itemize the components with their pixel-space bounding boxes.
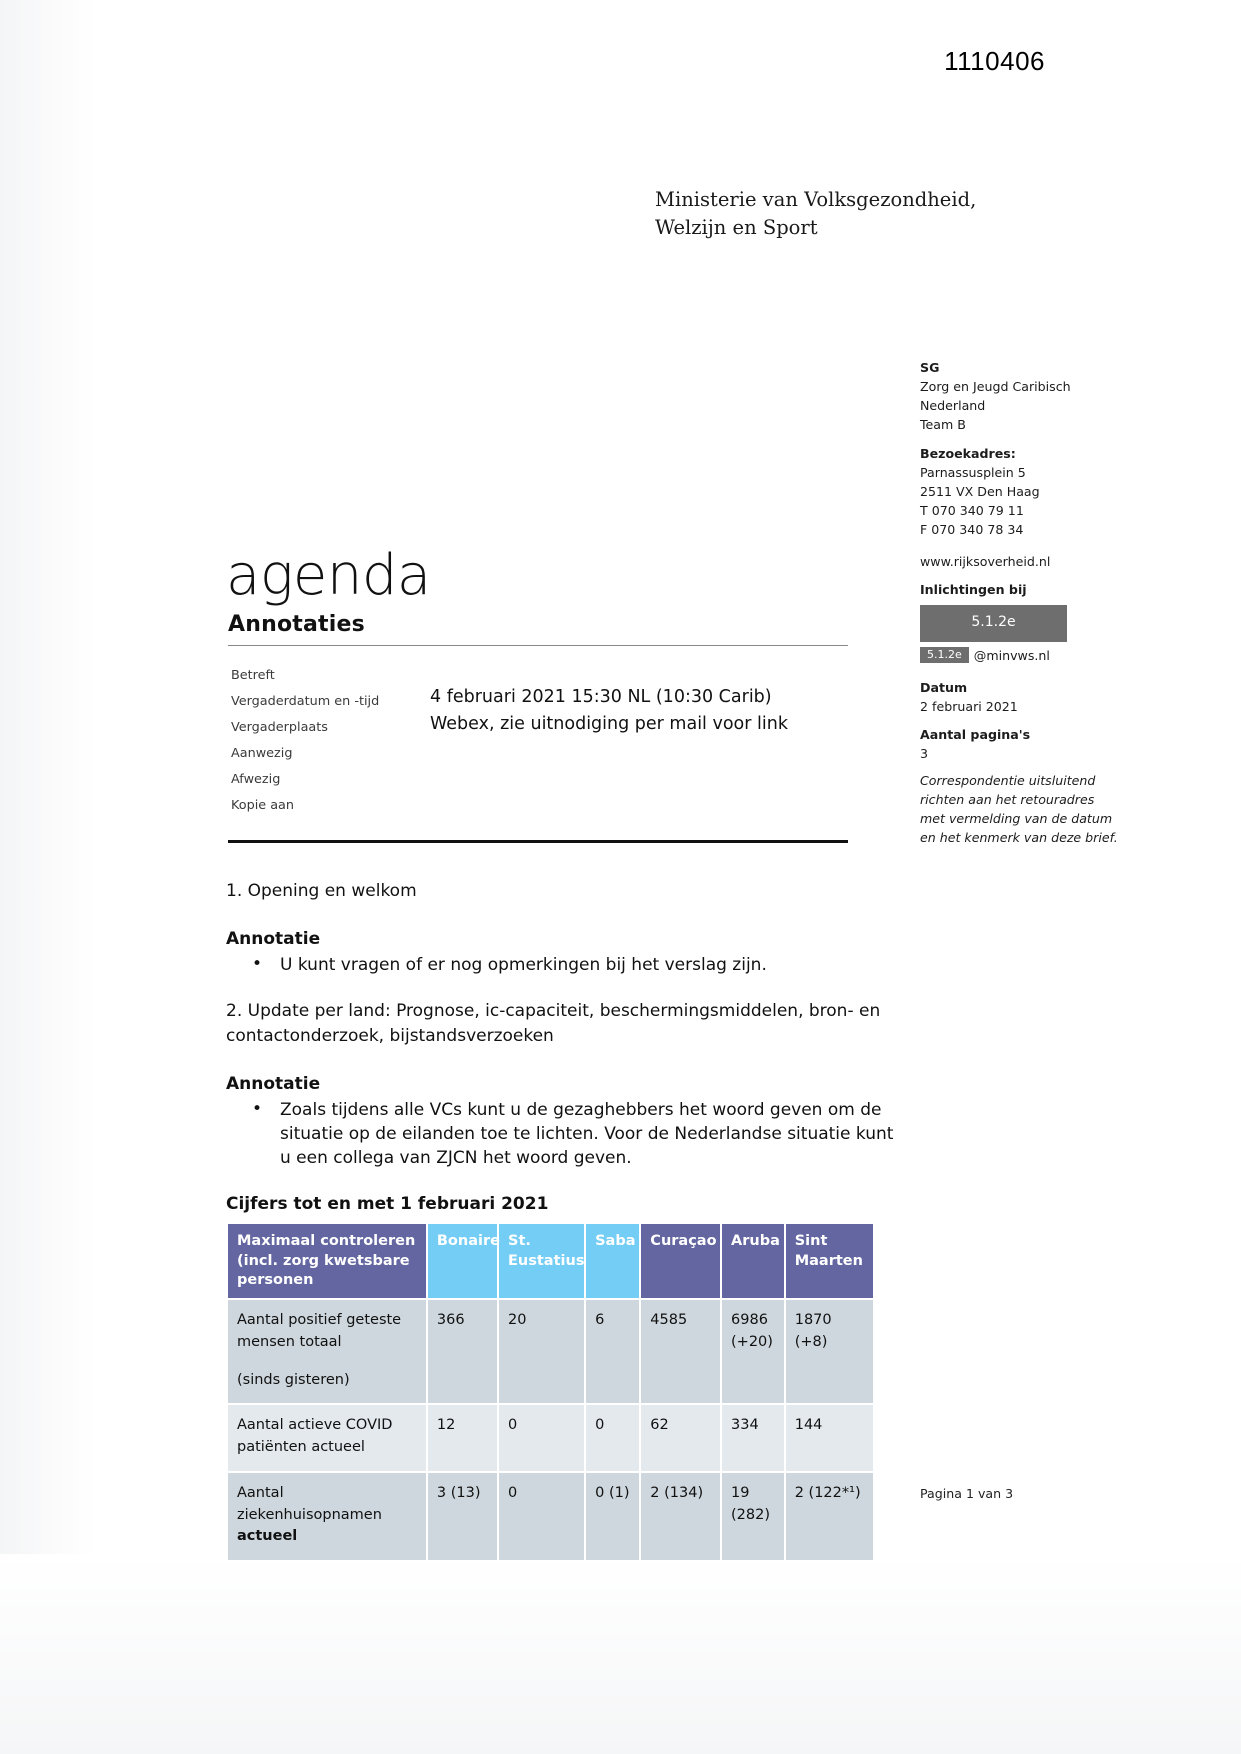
- body-content: [226, 879, 898, 1562]
- agenda-item-1-title: 1. Opening en welkom: [226, 881, 417, 901]
- cell-active-bonaire: 12: [428, 1405, 497, 1471]
- redacted-name-box: 5.1.2e: [920, 605, 1067, 642]
- phone-number: T 070 340 79 11: [920, 502, 1024, 518]
- cell-positive-curacao: 4585: [641, 1300, 720, 1403]
- column-header-aruba: Aruba: [722, 1224, 784, 1298]
- column-header-bonaire: Bonaire: [428, 1224, 497, 1298]
- cell-active-saba: 0: [586, 1405, 639, 1471]
- cell-active-aruba: 334: [722, 1405, 784, 1471]
- visiting-address-street: Parnassusplein 5: [920, 464, 1026, 480]
- org-line-1: Zorg en Jeugd Caribisch: [920, 379, 1071, 395]
- spacer: [920, 539, 1120, 552]
- row-label-main: Aantal positief geteste mensen totaal: [237, 1312, 402, 1350]
- date-value: 2 februari 2021: [920, 698, 1018, 714]
- cell-active-curacao: 62: [641, 1405, 720, 1471]
- row-label-main: Aantal ziekenhuisopnamen: [237, 1484, 382, 1523]
- row-label-active-patients: Aantal actieve COVID patiënten actueel: [228, 1405, 426, 1471]
- spacer: [920, 435, 1120, 444]
- date-label: Datum: [920, 679, 968, 695]
- table-row: [228, 1300, 873, 1403]
- org-label: SG: [920, 360, 940, 375]
- cell-hospital-sint-maarten: 2 (122*¹): [786, 1473, 873, 1560]
- field-label-column: [231, 663, 411, 819]
- email-domain: @minvws.nl: [973, 647, 1050, 663]
- spacer: [920, 571, 1120, 580]
- redacted-email-row: [920, 646, 1120, 665]
- org-line-2: Nederland: [920, 398, 986, 414]
- fax-number: F 070 340 78 34: [920, 522, 1024, 538]
- page-edge-shading-bottom: [0, 1554, 1241, 1754]
- cell-hospital-aruba: 19 (282): [722, 1473, 784, 1560]
- column-header-curacao: Curaçao: [641, 1224, 720, 1298]
- header-divider-thin: [228, 645, 848, 646]
- cell-positive-sint-maarten: 1870 (+8): [786, 1300, 873, 1403]
- column-header-sint-maarten: Sint Maarten: [786, 1224, 873, 1298]
- page-subtitle: Annotaties: [228, 612, 365, 637]
- annotation-label-1: Annotatie: [226, 929, 321, 950]
- page-footer: Pagina 1 van 3: [920, 1486, 1014, 1501]
- column-header-criterion: Maximaal controleren (incl. zorg kwetsbare personen: [228, 1224, 426, 1298]
- cell-hospital-st-eustatius: 0: [499, 1473, 584, 1560]
- visiting-address-label: Bezoekadres:: [920, 445, 1016, 461]
- cell-positive-saba: 6: [586, 1300, 639, 1403]
- row-label-hospital-admissions: [228, 1473, 426, 1560]
- cell-active-sint-maarten: 144: [786, 1405, 873, 1471]
- annotation-list-1: [226, 953, 898, 977]
- list-item: • Zoals tijdens alle VCs kunt u de gezaghebbers het woord geven om de situatie op de eilanden toe te lichten. Voor de Nederlandse situatie kunt u een collega van ZJCN het woord geven.: [280, 1098, 898, 1170]
- agenda-item-2-title: 2. Update per land: Prognose, ic-capaciteit, beschermingsmiddelen, bron- en contactonderzoek, bijstandsverzoeken: [226, 1001, 881, 1046]
- ministry-heading: [655, 186, 985, 241]
- org-line-3: Team B: [920, 417, 966, 433]
- table-caption: Cijfers tot en met 1 februari 2021: [226, 1194, 549, 1215]
- cell-active-st-eustatius: 0: [499, 1405, 584, 1471]
- statistics-table: [226, 1222, 875, 1562]
- page-edge-shading-left: [0, 0, 96, 1754]
- meeting-place-value: Webex, zie uitnodiging per mail voor link: [430, 714, 788, 735]
- list-item: • U kunt vragen of er nog opmerkingen bij het verslag zijn.: [280, 953, 898, 977]
- ministry-line-1: Ministerie van Volksgezondheid,: [655, 188, 977, 211]
- field-value-column: [430, 684, 850, 738]
- row-label-positive-tests: [228, 1300, 426, 1403]
- page-count-label: Aantal pagina's: [920, 726, 1031, 742]
- row-label-sub: (sinds gisteren): [237, 1371, 350, 1388]
- field-label-afwezig: Afwezig: [231, 772, 281, 787]
- website-link[interactable]: www.rijksoverheid.nl: [920, 554, 1051, 570]
- cell-hospital-bonaire: 3 (13): [428, 1473, 497, 1560]
- row-label-bold-tail: actueel: [237, 1528, 298, 1545]
- visiting-address-city: 2511 VX Den Haag: [920, 483, 1040, 499]
- cell-positive-st-eustatius: 20: [499, 1300, 584, 1403]
- field-label-aanwezig: Aanwezig: [231, 746, 293, 761]
- information-contact-label: Inlichtingen bij: [920, 582, 1027, 598]
- column-header-saba: Saba: [586, 1224, 639, 1298]
- field-label-vergaderplaats: Vergaderplaats: [231, 720, 328, 735]
- table-row: [228, 1473, 873, 1560]
- cell-hospital-curacao: 2 (134): [641, 1473, 720, 1560]
- field-label-vergaderdatum: Vergaderdatum en -tijd: [231, 694, 380, 709]
- meeting-datetime-value: 4 februari 2021 15:30 NL (10:30 Carib): [430, 687, 772, 707]
- cell-hospital-saba: 0 (1): [586, 1473, 639, 1560]
- spacer: [920, 763, 1120, 772]
- field-label-kopie-aan: Kopie aan: [231, 798, 294, 813]
- ministry-line-2: Welzijn en Sport: [655, 215, 818, 239]
- cell-positive-aruba: 6986 (+20): [722, 1300, 784, 1403]
- meta-sidebar: [920, 358, 1120, 848]
- spacer: [920, 665, 1120, 678]
- correspondence-note: Correspondentie uitsluitend richten aan het retouradres met vermelding van de datum en het kenmerk van deze brief.: [920, 773, 1118, 845]
- column-header-st-eustatius: St. Eustatius: [499, 1224, 584, 1298]
- cell-positive-bonaire: 366: [428, 1300, 497, 1403]
- field-label-betreft: Betreft: [231, 668, 275, 683]
- annotation-label-2: Annotatie: [226, 1073, 321, 1094]
- table-header-row: [228, 1224, 873, 1298]
- page-count-value: 3: [920, 746, 929, 762]
- header-divider-thick: [228, 840, 848, 843]
- spacer: [920, 716, 1120, 725]
- table-row: [228, 1405, 873, 1471]
- page-title: agenda: [226, 543, 431, 608]
- document-number: 1110406: [944, 46, 1045, 76]
- redacted-email-user-box: 5.1.2e: [920, 647, 969, 663]
- annotation-list-2: [226, 1098, 898, 1170]
